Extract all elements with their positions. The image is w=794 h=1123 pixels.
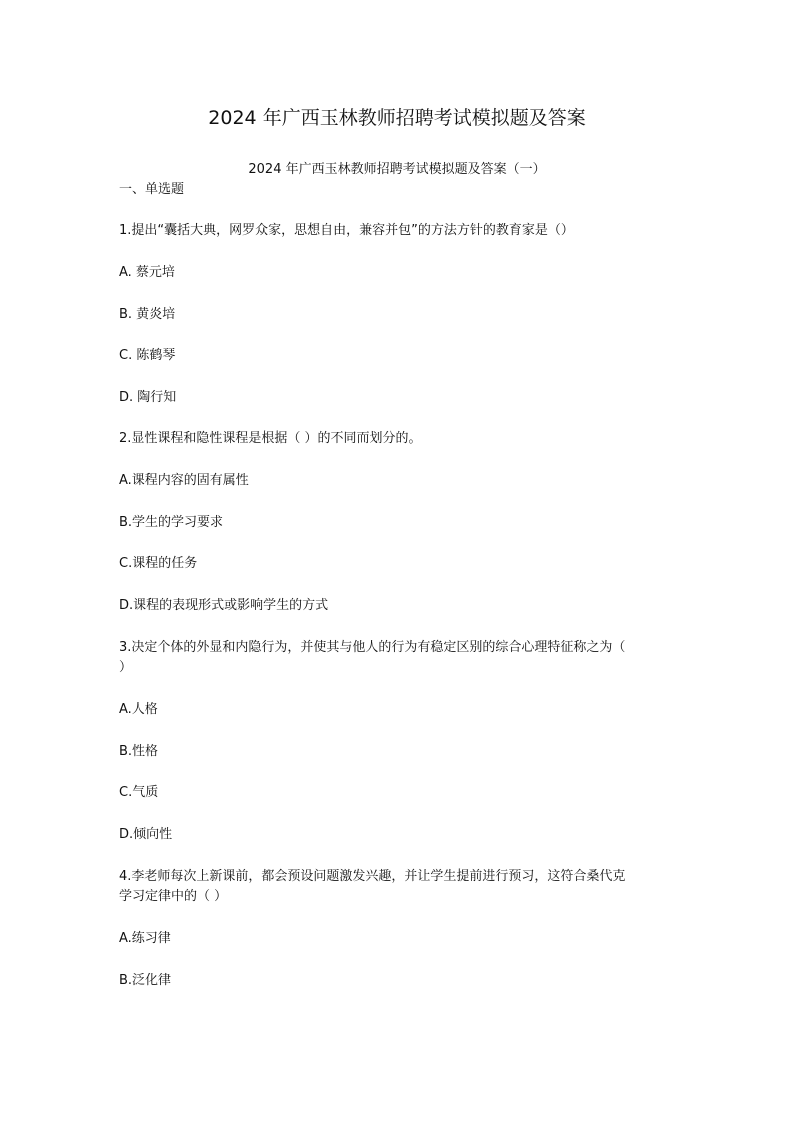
answer-option: C. 陈鹤琴 xyxy=(119,348,176,363)
answer-option: A.课程内容的固有属性 xyxy=(119,473,249,488)
answer-option: D.课程的表现形式或影响学生的方式 xyxy=(119,598,329,613)
question-stem-continued: ） xyxy=(119,660,133,675)
answer-option: B.学生的学习要求 xyxy=(119,515,224,530)
answer-option: A.练习律 xyxy=(119,931,171,946)
question-stem-continued: 学习定律中的（ ） xyxy=(119,889,228,904)
answer-option: D.倾向性 xyxy=(119,827,173,842)
answer-option: A. 蔡元培 xyxy=(119,265,175,280)
answer-option: A.人格 xyxy=(119,702,158,717)
answer-option: C.气质 xyxy=(119,785,159,800)
document-title: 2024 年广西玉林教师招聘考试模拟题及答案 xyxy=(208,107,586,129)
question-stem: 2.显性课程和隐性课程是根据（ ）的不同而划分的。 xyxy=(119,431,422,446)
question-stem: 1.提出“囊括大典，网罗众家，思想自由，兼容并包”的方法方针的教育家是（） xyxy=(119,223,574,238)
answer-option: C.课程的任务 xyxy=(119,556,198,571)
answer-option: B.泛化律 xyxy=(119,973,172,988)
question-stem: 4.李老师每次上新课前，都会预设问题激发兴趣，并让学生提前进行预习，这符合桑代克 xyxy=(119,869,626,884)
answer-option: B. 黄炎培 xyxy=(119,307,176,322)
question-stem: 3.决定个体的外显和内隐行为，并使其与他人的行为有稳定区别的综合心理特征称之为（ xyxy=(119,640,626,655)
section-heading: 一、单选题 xyxy=(119,182,185,197)
answer-option: D. 陶行知 xyxy=(119,390,177,405)
document-subtitle: 2024 年广西玉林教师招聘考试模拟题及答案（一） xyxy=(248,162,546,177)
answer-option: B.性格 xyxy=(119,744,159,759)
